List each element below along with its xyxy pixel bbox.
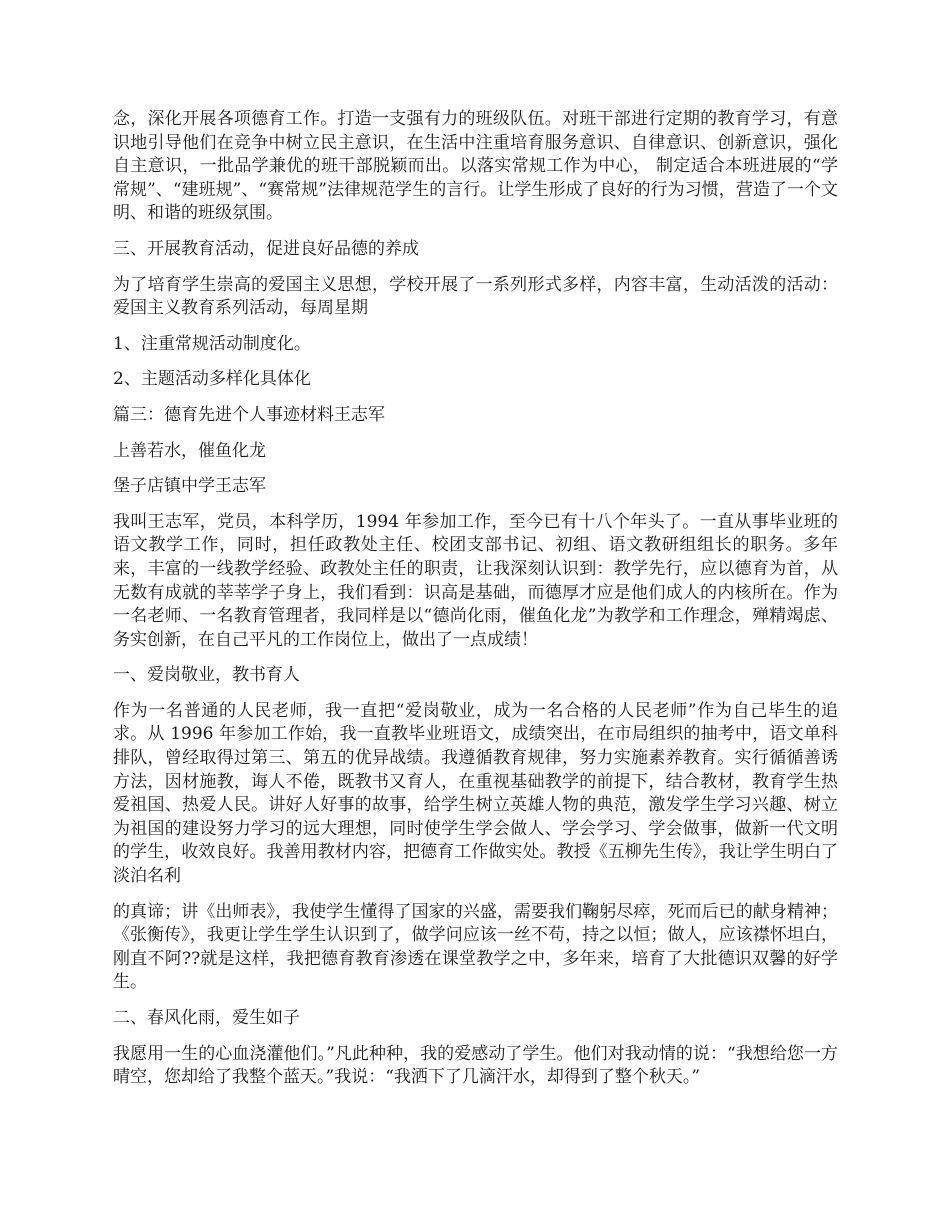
- author-line: 堡子店镇中学王志军: [113, 476, 266, 497]
- section-heading: 一、爱岗敬业，教书育人: [113, 665, 300, 686]
- body-paragraph: 我叫王志军，党员，本科学历，1994 年参加工作，至今已有十八个年头了。一直从事毕业班的语文教学工作，同时，担任政教处主任、校团支部书记、初组、语文教研组组长的职务。多年来，丰富的一线教学经验、政教处主任的职责，让我深刻认识到：教学先行，应以德育为首，从无数有成就的莘莘学子身上，我们看到：识高是基础，而德厚才应是他们成人的内核所在。作为一名老师、一名教育管理者，我同样是以“德尚化雨，催鱼化龙”为教学和工作理念，殚精竭虑、务实创新，在自己平凡的工作岗位上，做出了一点成绩！: [113, 511, 838, 650]
- list-item: 1、注重常规活动制度化。: [113, 333, 311, 354]
- body-paragraph: 作为一名普通的人民老师，我一直把“爱岗敬业，成为一名合格的人民老师”作为自己毕生的追求。从 1996 年参加工作始，我一直教毕业班语文，成绩突出，在市局组织的抽考中，语文单科排队，曾经取得过第三、第五的优异战绩。我遵循教育规律，努力实施素养教育。实行循循善诱方法，因材施教，诲人不倦，既教书又育人，在重视基础教学的前提下，结合教材，教育学生热爱祖国、热爱人民。讲好人好事的故事，给学生树立英雄人物的典范，激发学生学习兴趣、树立为祖国的建设努力学习的远大理想，同时使学生学会做人、学会学习、学会做事，做新一代文明的学生，收效良好。我善用教材内容，把德育工作做实处。教授《五柳先生传》，我让学生明白了淡泊名利: [113, 700, 838, 887]
- article-title: 篇三：德育先进个人事迹材料王志军: [113, 404, 385, 425]
- section-heading: 三、开展教育活动，促进良好品德的养成: [113, 238, 419, 259]
- document-body: [113, 108, 838, 1090]
- section-heading: 二、春风化雨，爱生如子: [113, 1008, 300, 1028]
- body-paragraph: 为了培育学生崇高的爱国主义思想，学校开展了一系列形式多样，内容丰富，生动活泼的活动：爱国主义教育系列活动，每周星期: [113, 274, 838, 319]
- body-paragraph: 念，深化开展各项德育工作。打造一支强有力的班级队伍。对班干部进行定期的教育学习，有意识地引导他们在竞争中树立民主意识，在生活中注重培育服务意识、自律意识、创新意识，强化自主意识，一批品学兼优的班干部脱颖而出。以落实常规工作为中心， 制定适合本班进展的“学常规”、“建班规”、“赛常规”法律规范学生的言行。让学生形成了良好的行为习惯，营造了一个文明、和谐的班级氛围。: [113, 109, 838, 224]
- article-subtitle: 上善若水，催鱼化龙: [113, 440, 266, 461]
- body-paragraph: 我愿用一生的心血浇灌他们。”凡此种种，我的爱感动了学生。他们对我动情的说：“我想给您一方晴空，您却给了我整个蓝天。”我说：“我洒下了几滴汗水，却得到了整个秋天。”: [113, 1043, 838, 1088]
- body-paragraph: 的真谛；讲《出师表》，我使学生懂得了国家的兴盛，需要我们鞠躬尽瘁，死而后已的献身精神；《张衡传》，我更让学生学生认识到了，做学问应该一丝不苟，持之以恒；做人，应该襟怀坦白，刚直不阿??就是这样，我把德育教育渗透在课堂教学之中，多年来，培育了大批德识双馨的好学生。: [113, 901, 838, 993]
- list-item: 2、主题活动多样化具体化: [113, 369, 311, 390]
